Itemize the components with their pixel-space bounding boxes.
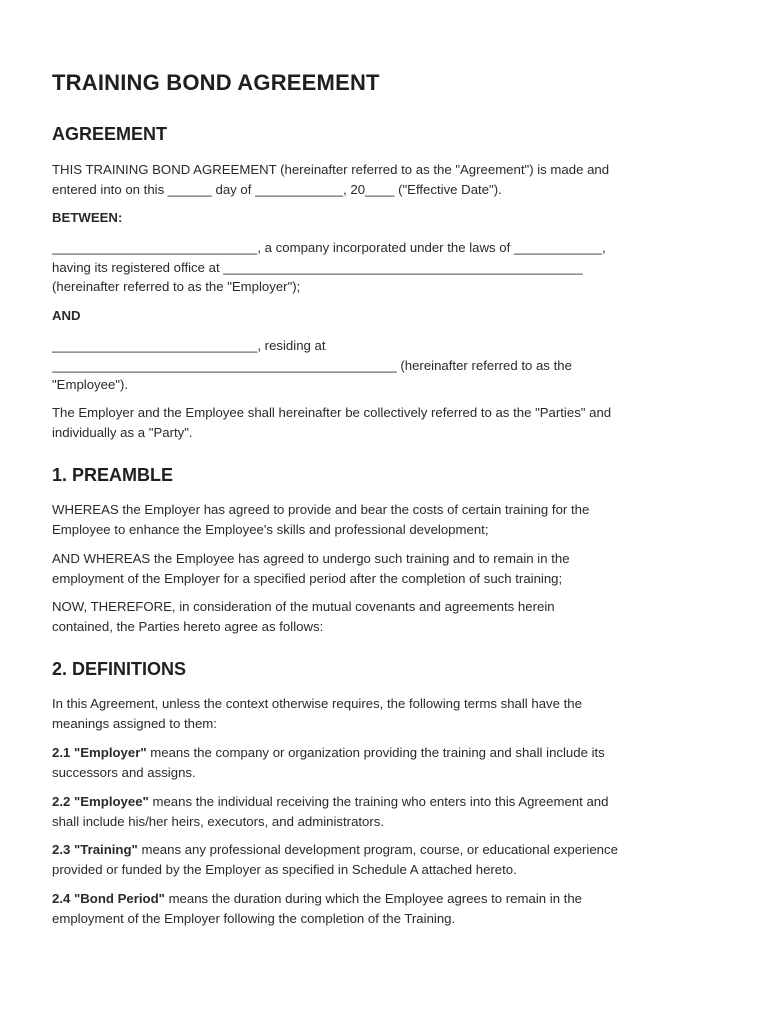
and-label: AND [52,308,81,323]
definition-item [52,792,722,831]
employee-line: _______________________________________________ (hereinafter referred to as the [52,357,572,373]
definitions-intro-line: meanings assigned to them: [52,715,217,731]
definition-term: 2.2 "Employee" [52,794,149,809]
parties-line: The Employer and the Employee shall hereinafter be collectively referred to as the "Parties" and [52,405,612,420]
preamble-paragraph [52,549,722,588]
definition-term: 2.4 "Bond Period" [52,891,165,906]
between-label: BETWEEN: [52,210,123,225]
definition-text: means the individual receiving the training who enters into this Agreement and [148,794,609,809]
definition-text: means the company or organization providing the training and shall include its [146,745,605,760]
preamble-line: contained, the Parties hereto agree as follows: [52,618,324,634]
agreement-intro [52,160,722,199]
preamble-line: NOW, THEREFORE, in consideration of the mutual covenants and agreements herein [52,599,555,614]
preamble-heading: 1. PREAMBLE [52,465,174,485]
definitions-intro-line: In this Agreement, unless the context otherwise requires, the following terms shall have the [52,696,582,711]
preamble-line: AND WHEREAS the Employee has agreed to undergo such training and to remain in the [52,551,570,566]
agreement-intro-line: entered into on this ______ day of ____________, 20____ ("Effective Date"). [52,181,502,197]
preamble-line: employment of the Employer for a specified period after the completion of such training; [52,570,563,586]
definition-text: means the duration during which the Employee agrees to remain in the [164,891,583,906]
definition-line [52,792,722,812]
definition-item [52,840,722,879]
definitions-intro [52,694,722,733]
definition-text: means any professional development program, course, or educational experience [137,842,618,857]
definition-term: 2.1 "Employer" [52,745,147,760]
employer-line: (hereinafter referred to as the "Employer"); [52,279,301,294]
definition-item [52,889,722,928]
employee-line: ____________________________, residing at [52,338,326,353]
definition-line [52,840,722,860]
definitions-heading: 2. DEFINITIONS [52,659,187,679]
definition-line [52,743,722,763]
preamble-paragraph [52,597,722,636]
employer-line: having its registered office at _________________________________________________ [52,259,583,275]
document-title: TRAINING BOND AGREEMENT [52,70,380,95]
agreement-intro-line: THIS TRAINING BOND AGREEMENT (hereinafter referred to as the "Agreement") is made and [52,162,610,177]
agreement-heading: AGREEMENT [52,124,168,144]
definition-line: successors and assigns. [52,764,196,780]
definition-item [52,743,722,782]
preamble-line: WHEREAS the Employer has agreed to provide and bear the costs of certain training for the [52,502,590,517]
preamble-line: Employee to enhance the Employee's skills and professional development; [52,521,489,537]
parties-line: individually as a "Party". [52,424,193,440]
employer-block [52,238,722,297]
definition-line: employment of the Employer following the completion of the Training. [52,910,456,926]
definition-line [52,889,722,909]
definition-line: shall include his/her heirs, executors, and administrators. [52,813,385,829]
employer-line: ____________________________, a company incorporated under the laws of ____________, [52,240,606,255]
preamble-paragraph [52,500,722,539]
definition-line: provided or funded by the Employer as specified in Schedule A attached hereto. [52,861,517,877]
employee-line: "Employee"). [52,377,129,392]
parties-paragraph [52,403,722,442]
definition-term: 2.3 "Training" [52,842,138,857]
employee-block [52,336,722,395]
